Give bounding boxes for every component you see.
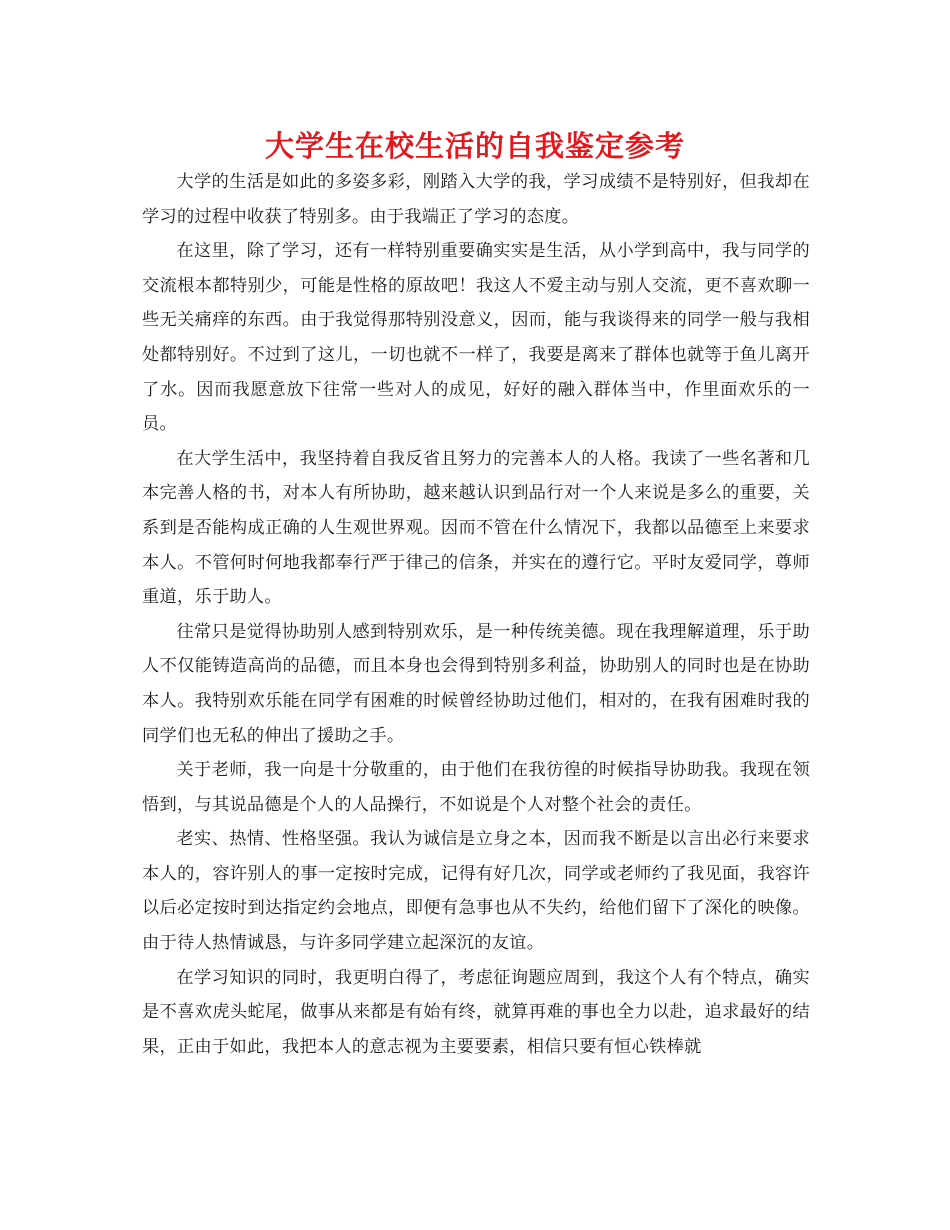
paragraph: 老实、热情、性格坚强。我认为诚信是立身之本，因而我不断是以言出必行来要求本人的，容许别人的事一定按时完成，记得有好几次，同学或老师约了我见面，我容许以后必定按时到达指定约会地点，即便有急事也从不失约，给他们留下了深化的映像。由于待人热情诚恳，与许多同学建立起深沉的友谊。 (142, 829, 810, 954)
paragraph: 在学习知识的同时，我更明白得了，考虑征询题应周到，我这个人有个特点，确实是不喜欢虎头蛇尾，做事从来都是有始有终，就算再难的事也全力以赴，追求最好的结果，正由于如此，我把本人的意志视为主要要素，相信只要有恒心铁棒就 (142, 967, 810, 1057)
document-title: 大学生在校生活的自我鉴定参考 (264, 129, 685, 163)
paragraph: 大学的生活是如此的多姿多彩，刚踏入大学的我，学习成绩不是特别好，但我却在学习的过程中收获了特别多。由于我端正了学习的态度。 (142, 172, 810, 227)
document-body (142, 165, 810, 1064)
paragraph: 关于老师，我一向是十分敬重的，由于他们在我彷徨的时候指导协助我。我现在领悟到，与其说品德是个人的人品操行，不如说是个人对整个社会的责任。 (142, 760, 810, 815)
paragraph: 在大学生活中，我坚持着自我反省且努力的完善本人的人格。我读了一些名著和几本完善人格的书，对本人有所协助，越来越认识到品行对一个人来说是多么的重要，关系到是否能构成正确的人生观世界观。因而不管在什么情况下，我都以品德至上来要求本人。不管何时何地我都奉行严于律己的信条，并实在的遵行它。平时友爱同学，尊师重道，乐于助人。 (142, 448, 810, 608)
paragraph: 往常只是觉得协助别人感到特别欢乐，是一种传统美德。现在我理解道理，乐于助人不仅能铸造高尚的品德，而且本身也会得到特别多利益，协助别人的同时也是在协助本人。我特别欢乐能在同学有困难的时候曾经协助过他们，相对的，在我有困难时我的同学们也无私的伸出了援助之手。 (142, 621, 810, 746)
paragraph: 在这里，除了学习，还有一样特别重要确实实是生活，从小学到高中，我与同学的交流根本都特别少，可能是性格的原故吧！我这人不爱主动与别人交流，更不喜欢聊一些无关痛痒的东西。由于我觉得那特别没意义，因而，能与我谈得来的同学一般与我相处都特别好。不过到了这儿，一切也就不一样了，我要是离来了群体也就等于鱼儿离开了水。因而我愿意放下往常一些对人的成见，好好的融入群体当中，作里面欢乐的一员。 (142, 241, 810, 435)
